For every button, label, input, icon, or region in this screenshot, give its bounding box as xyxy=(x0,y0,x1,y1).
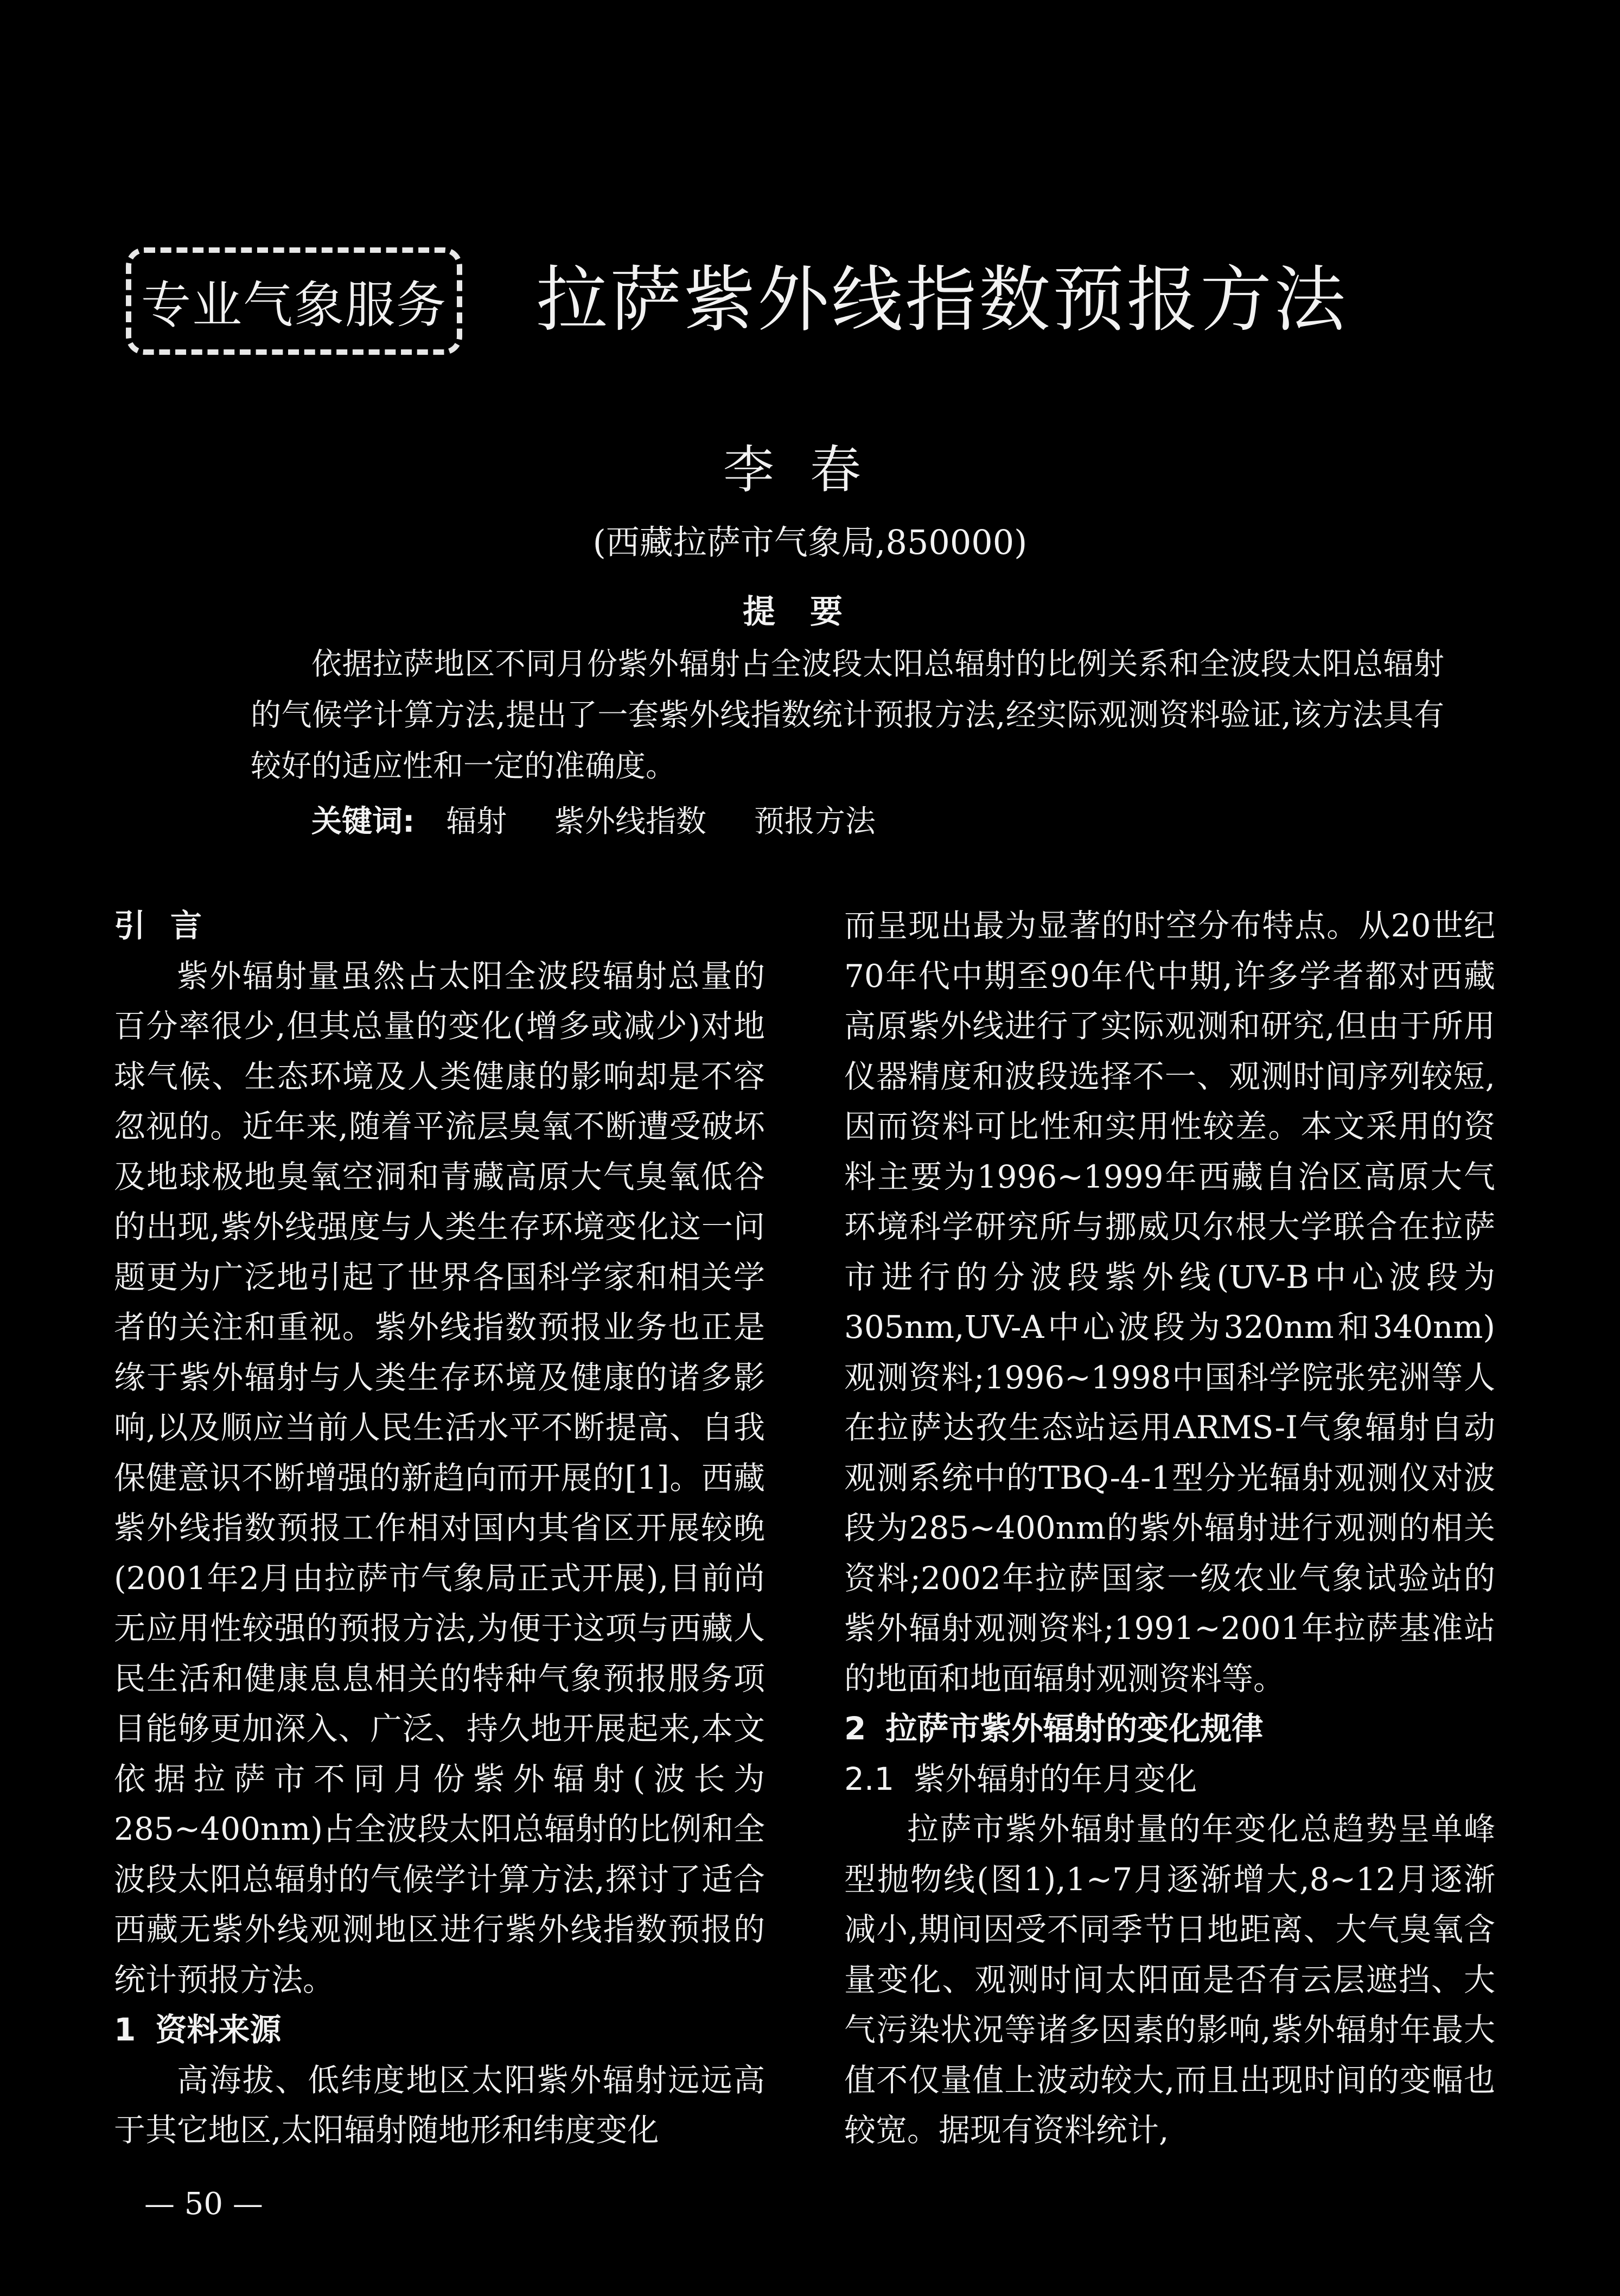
page-number: — 50 — xyxy=(144,2186,263,2222)
section-number: 2.1 xyxy=(844,1760,895,1797)
keywords-line xyxy=(251,798,914,841)
column-tag xyxy=(126,247,462,355)
section-number: 2 xyxy=(844,1710,866,1747)
author-affiliation: (西藏拉萨市气象局,850000) xyxy=(592,522,1028,562)
intro-heading: 引言 xyxy=(114,907,227,944)
keyword: 紫外线指数 xyxy=(554,804,707,839)
section-1-heading xyxy=(114,2005,765,2055)
keywords-label: 关键词: xyxy=(311,804,415,839)
keyword: 辐射 xyxy=(446,804,507,839)
author-name: 李春 xyxy=(723,441,897,500)
section-2-heading xyxy=(844,1704,1495,1754)
intro-paragraph: 紫外辐射量虽然占太阳全波段辐射总量的百分率很少,但其总量的变化(增多或减少)对地球气候、生态环境及人类健康的影响却是不容忽视的。近年来,随着平流层臭氧不断遭受破坏及地球极地臭氧空洞和青藏高原大气臭氧低谷的出现,紫外线强度与人类生存环境变化这一问题更为广泛地引起了世界各国科学家和相关学者的关注和重视。紫外线指数预报业务也正是缘于紫外辐射与人类生存环境及健康的诸多影响,以及顺应当前人民生活水平不断提高、自我保健意识不断增强的新趋向而开展的[1]。西藏紫外线指数预报工作相对国内其省区开展较晚(2001年2月由拉萨市气象局正式开展),目前尚无应用性较强的预报方法,为便于这项与西藏人民生活和健康息息相关的特种气象预报服务项目能够更加深入、广泛、持久地开展起来,本文依据拉萨市不同月份紫外辐射(波长为285~400nm)占全波段太阳总辐射的比例和全波段太阳总辐射的气候学计算方法,探讨了适合西藏无紫外线观测地区进行紫外线指数预报的统计预报方法。 xyxy=(114,957,765,1998)
section-title: 资料来源 xyxy=(155,2011,282,2048)
section-number: 1 xyxy=(114,2011,136,2048)
abstract-heading: 提要 xyxy=(743,593,877,631)
section-2-1-paragraph: 拉萨市紫外辐射量的年变化总趋势呈单峰型抛物线(图1),1~7月逐渐增大,8~12月逐渐减小,期间因受不同季节日地距离、大气臭氧含量变化、观测时间太阳面是否有云层遮挡、大气污染状况等诸多因素的影响,紫外辐射年最大值不仅量值上波动较大,而且出现时间的变幅也较宽。据现有资料统计, xyxy=(844,1810,1495,2148)
section-1-paragraph-continued: 而呈现出最为显著的时空分布特点。从20世纪70年代中期至90年代中期,许多学者都对西藏高原紫外线进行了实际观测和研究,但由于所用仪器精度和波段选择不一、观测时间序列较短,因而资料可比性和实用性较差。本文采用的资料主要为1996~1999年西藏自治区高原大气环境科学研究所与挪威贝尔根大学联合在拉萨市进行的分波段紫外线(UV-B中心波段为305nm,UV-A中心波段为320nm和340nm)观测资料;1996~1998中国科学院张宪洲等人在拉萨达孜生态站运用ARMS-I气象辐射自动观测系统中的TBQ-4-1型分光辐射观测仪对波段为285~400nm的紫外辐射进行观测的相关资料;2002年拉萨国家一级农业气象试验站的紫外辐射观测资料;1991~2001年拉萨基准站的地面和地面辐射观测资料等。 xyxy=(844,907,1495,1697)
section-2-1-heading xyxy=(844,1754,1495,1804)
section-title: 拉萨市紫外辐射的变化规律 xyxy=(885,1710,1264,1747)
right-column xyxy=(844,901,1495,2155)
abstract-text: 依据拉萨地区不同月份紫外辐射占全波段太阳总辐射的比例关系和全波段太阳总辐射的气候学计算方法,提出了一套紫外线指数统计预报方法,经实际观测资料验证,该方法具有较好的适应性和一定的准确度。 xyxy=(251,647,1444,784)
section-title: 紫外辐射的年月变化 xyxy=(914,1760,1197,1797)
section-1-paragraph-start: 高海拔、低纬度地区太阳紫外辐射远远高于其它地区,太阳辐射随地形和纬度变化 xyxy=(114,2061,765,2148)
left-column xyxy=(114,901,765,2155)
column-tag-label: 专业气象服务 xyxy=(141,276,447,334)
keyword: 预报方法 xyxy=(754,804,876,839)
article-title: 拉萨紫外线指数预报方法 xyxy=(536,258,1348,342)
